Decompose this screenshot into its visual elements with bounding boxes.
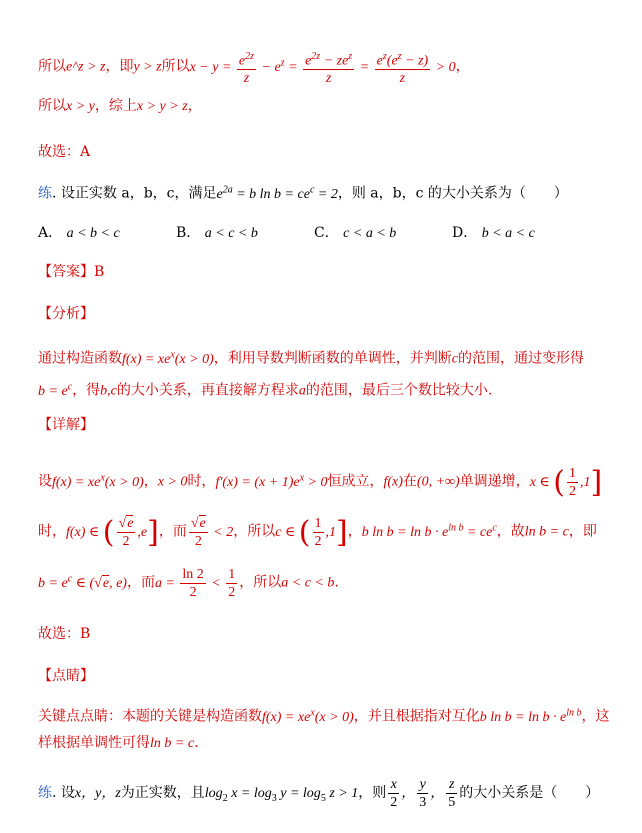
analysis-line-1: 通过构造函数$f(x) = xe^x(x > 0)$，利用导数判断函数的单调性，并判断c的范围，通过变形得: [38, 349, 584, 367]
detail-line-1: 设$f(x) = xe^x(x > 0)$，x > 0时，$f'(x) = (x + 1)e^x > 0$恒成立，f(x)在(0, +∞)单调递增，x ∈ ( $\frac{1}{2}$ ,1]: [38, 464, 603, 500]
math-difference: x − y = $\frac{e^{2z}}{z}$ − $e^z$ = $\frac{e^{2z} - ze^z}{z}$ = $\frac{e^z(e^z - z)}{z}$ > 0: [190, 60, 456, 75]
options-row: [38, 222, 620, 244]
choice-line-1: 故选：A: [38, 144, 91, 160]
math-inline: y > z: [133, 59, 162, 75]
answer-tag: 【答案】B: [38, 264, 105, 280]
option-c[interactable]: C． c < a < b: [314, 225, 397, 241]
analysis-line-2: $b = e^c$，得b,c的大小关系，再直接解方程求a的范围，最后三个数比较大小.: [38, 381, 493, 399]
math-inline: $e^{2a} = b$ $\ln b = ce^c = 2$: [216, 184, 338, 202]
detail-line-3: $b = e^c$ ∈ (√e, e)，而a = $\frac{\ln 2}{2}$ < $\frac{1}{2}$ ，所以a < c < b.: [38, 566, 339, 600]
practice-label: 练: [38, 185, 52, 202]
question-1: 练. 设正实数 a，b，c，满足$e^{2a} = b$ $\ln b = ce^c = 2$，则 a，b，c 的大小关系为（ ）: [38, 184, 568, 202]
question-2: 练. 设x，y，z为正实数，且$\log_2 x = \log_3 y = \log_5 z > 1$，则 $\frac{x}{2}$ ， $\frac{y}{3}$ ， $\frac{z}{5}$ 的大小关系是（ ）: [38, 777, 600, 811]
detail-line-2: 时，f(x) ∈ ( $\frac{√e}{2}$ ,e]，而 $\frac{√e}{2}$ < 2，所以c ∈ ( $\frac{1}{2}$ ,1]，b $\ln b = \ln b \cdot e^{ln b} = ce^c$，故ln b = c，即: [38, 514, 597, 550]
option-d[interactable]: D． b < a < c: [452, 225, 535, 241]
option-a[interactable]: A． a < b < c: [38, 225, 120, 241]
point-tag: 【点睛】: [38, 668, 94, 684]
choice-line-2: 故选：B: [38, 626, 91, 642]
option-b[interactable]: B． a < c < b: [176, 225, 258, 241]
practice-label: 练: [38, 785, 52, 801]
solution-line-2: 所以x > y，综上x > y > z，: [38, 98, 202, 114]
math-inline: e^z > z: [66, 59, 106, 75]
solution-line-1: 所以e^z > z，即y > z所以x − y = $\frac{e^{2z}}{z}$ − $e^z$ = $\frac{e^{2z} - ze^z}{z}$ = $\frac{e^z(e^z - z)}{z}$ > 0，: [38, 40, 620, 86]
point-line-2: 样根据单调性可得ln b = c.: [38, 735, 199, 751]
analysis-tag: 【分析】: [38, 306, 94, 322]
point-line-1: 关键点点睛：本题的关键是构造函数$f(x) = xe^x(x > 0)$，并且根据指对互化b $\ln b = \ln b \cdot e^{ln b}$，这: [38, 707, 610, 725]
detail-tag: 【详解】: [38, 417, 94, 433]
